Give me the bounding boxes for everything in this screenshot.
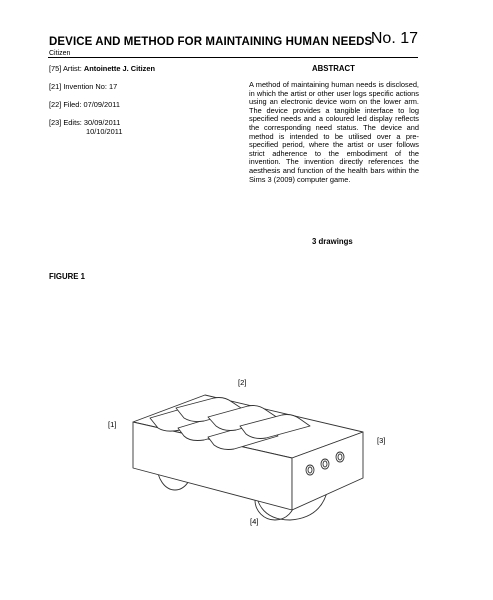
artist-name: Antoinette J. Citizen [83,64,155,73]
edits-row: [23] Edits: 30/09/2011 [49,118,121,127]
reference-2: [2] [238,378,247,387]
drawings-count: 3 drawings [312,237,353,246]
reference-4: [4] [250,517,259,526]
edits-row-2: 10/10/2011 [86,127,123,136]
artist-label: [75] Artist: [49,64,84,73]
filed-date-row: [22] Filed: 07/09/2011 [49,100,120,109]
inventor-short-name: Citizen [49,50,71,57]
abstract-heading: ABSTRACT [312,64,355,73]
document-number: No. 17 [370,30,418,47]
figure-label: FIGURE 1 [49,272,85,281]
invention-number-row: [21] Invention No: 17 [49,82,118,91]
document-title: DEVICE AND METHOD FOR MAINTAINING HUMAN NEEDS [49,36,373,48]
reference-3: [3] [377,436,386,445]
abstract-text: A method of maintaining human needs is disclosed, in which the artist or other user logs specific actions using an electronic device worn on the lower arm. The device provides a tangible interface to log specified needs and a coloured led display reflects the corresponding need status. The device and method is intended to be utilised over a pre-specified period, where the artist or user follows strict adherence to the embodiment of the invention. The invention directly references the aesthesis and function of the health bars within the Sims 3 (2009) computer game. [249,80,419,184]
reference-1: [1] [108,420,117,429]
